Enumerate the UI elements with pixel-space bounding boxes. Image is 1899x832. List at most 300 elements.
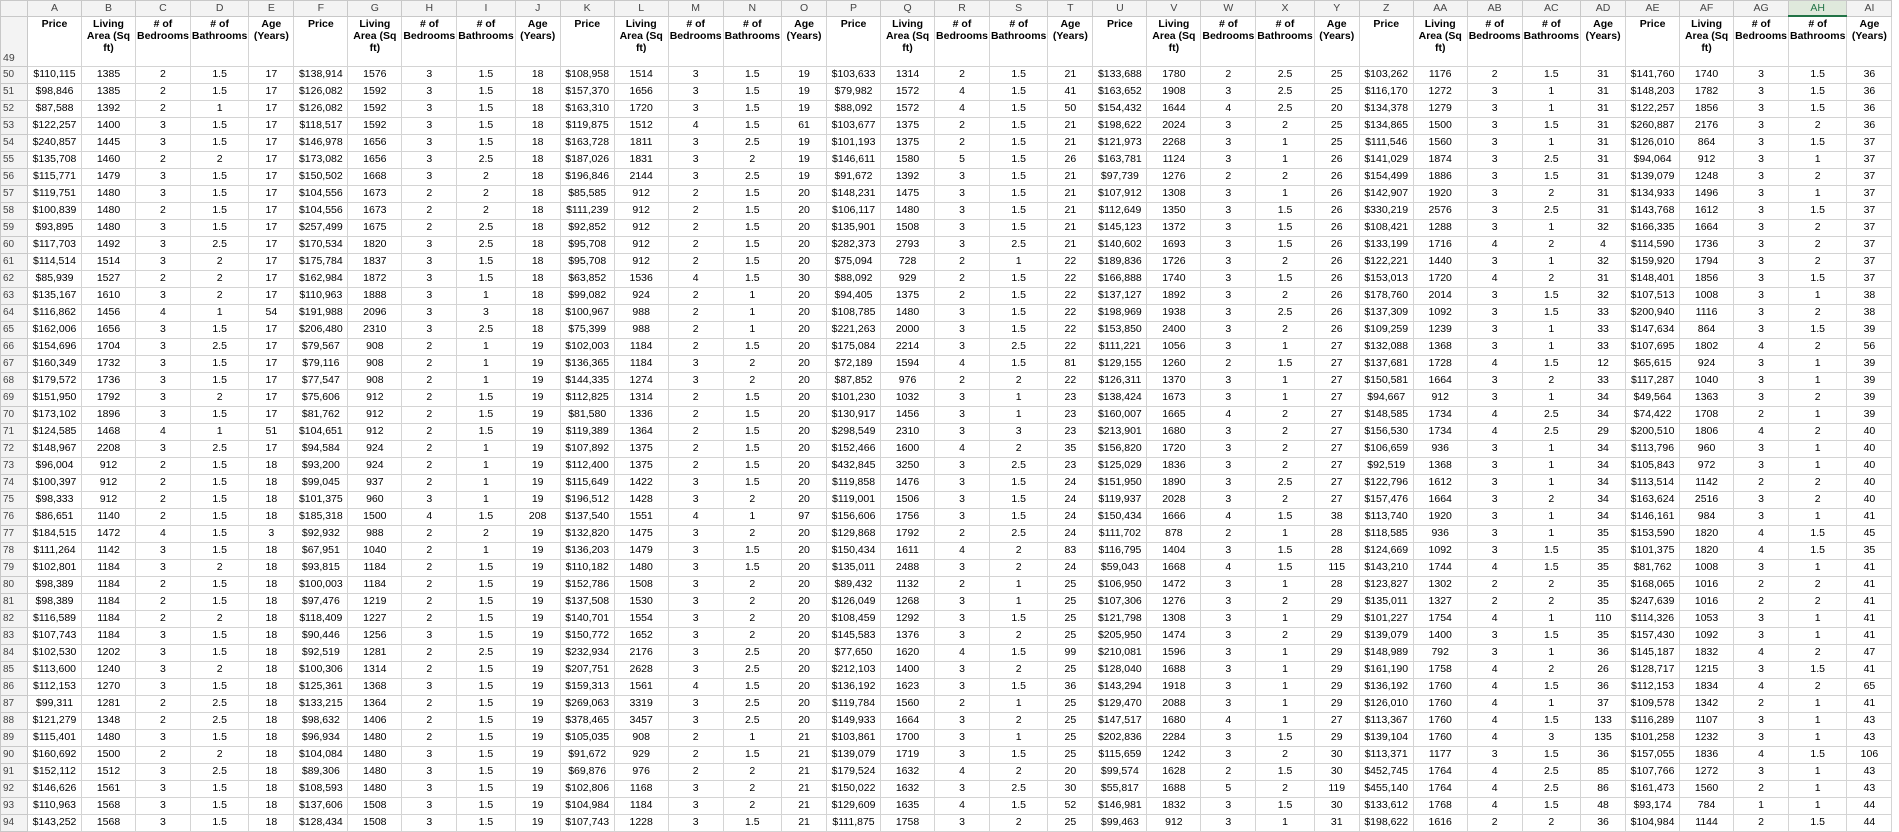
data-cell[interactable]: 3 (1201, 644, 1256, 661)
data-cell[interactable]: 1 (723, 321, 781, 338)
data-cell[interactable]: 31 (1314, 814, 1359, 831)
data-cell[interactable]: 35 (1581, 559, 1626, 576)
header-cell[interactable]: Price (560, 16, 614, 66)
data-cell[interactable]: $93,200 (294, 457, 348, 474)
data-cell[interactable]: 17 (249, 66, 294, 83)
data-cell[interactable]: 1831 (614, 151, 668, 168)
data-cell[interactable]: 1568 (82, 814, 136, 831)
data-cell[interactable]: 21 (1048, 185, 1093, 202)
data-cell[interactable]: 3 (668, 83, 723, 100)
data-cell[interactable]: 1.5 (1256, 729, 1314, 746)
data-cell[interactable]: 1.5 (989, 474, 1047, 491)
data-cell[interactable]: 1476 (881, 474, 935, 491)
data-cell[interactable]: 18 (515, 304, 560, 321)
data-cell[interactable]: $107,695 (1626, 338, 1680, 355)
data-cell[interactable]: 4 (668, 678, 723, 695)
data-cell[interactable]: 1.5 (190, 593, 248, 610)
data-cell[interactable]: 1680 (1147, 712, 1201, 729)
row-header[interactable]: 54 (1, 134, 28, 151)
data-cell[interactable]: 2 (1788, 389, 1846, 406)
data-cell[interactable]: 2 (1201, 66, 1256, 83)
row-header[interactable]: 51 (1, 83, 28, 100)
data-cell[interactable]: 1 (190, 100, 248, 117)
data-cell[interactable]: 2 (190, 270, 248, 287)
data-cell[interactable]: 1 (1788, 729, 1846, 746)
data-cell[interactable]: 25 (1048, 729, 1093, 746)
data-cell[interactable]: 1512 (82, 763, 136, 780)
data-cell[interactable]: 4 (1467, 729, 1522, 746)
data-cell[interactable]: $123,827 (1359, 576, 1413, 593)
data-cell[interactable]: $132,820 (560, 525, 614, 542)
data-cell[interactable]: $163,310 (560, 100, 614, 117)
data-cell[interactable]: 43 (1847, 712, 1892, 729)
data-cell[interactable]: 1308 (1147, 185, 1201, 202)
data-cell[interactable]: 1.5 (723, 270, 781, 287)
row-header[interactable]: 82 (1, 610, 28, 627)
data-cell[interactable]: 1592 (348, 83, 402, 100)
data-cell[interactable]: $129,609 (827, 797, 881, 814)
data-cell[interactable]: 31 (1581, 117, 1626, 134)
row-header[interactable]: 85 (1, 661, 28, 678)
data-cell[interactable]: 25 (1048, 814, 1093, 831)
data-cell[interactable]: 27 (1314, 389, 1359, 406)
data-cell[interactable]: 19 (782, 168, 827, 185)
data-cell[interactable]: 1764 (1413, 780, 1467, 797)
data-cell[interactable]: 3 (1201, 661, 1256, 678)
data-cell[interactable]: 1.5 (723, 219, 781, 236)
data-cell[interactable]: 25 (1314, 83, 1359, 100)
data-cell[interactable]: 1666 (1147, 508, 1201, 525)
data-cell[interactable]: 1758 (881, 814, 935, 831)
data-cell[interactable]: 1506 (881, 491, 935, 508)
data-cell[interactable]: 3 (402, 134, 457, 151)
data-cell[interactable]: 19 (515, 457, 560, 474)
data-cell[interactable]: 19 (782, 66, 827, 83)
data-cell[interactable]: 22 (1048, 270, 1093, 287)
data-cell[interactable]: 3 (136, 219, 191, 236)
data-cell[interactable]: 1673 (1147, 389, 1201, 406)
data-cell[interactable]: 17 (249, 253, 294, 270)
data-cell[interactable]: 22 (1048, 338, 1093, 355)
data-cell[interactable]: $147,517 (1093, 712, 1147, 729)
data-cell[interactable]: 25 (1048, 712, 1093, 729)
data-cell[interactable]: $89,306 (294, 763, 348, 780)
data-cell[interactable]: 3 (136, 627, 191, 644)
data-cell[interactable]: 2.5 (1522, 151, 1580, 168)
column-header-af[interactable]: AF (1680, 1, 1734, 17)
data-cell[interactable]: 2 (136, 746, 191, 763)
data-cell[interactable]: 1.5 (190, 185, 248, 202)
data-cell[interactable]: 1 (457, 372, 515, 389)
data-cell[interactable]: 3 (1201, 253, 1256, 270)
data-cell[interactable]: $126,311 (1093, 372, 1147, 389)
data-cell[interactable]: 37 (1847, 236, 1892, 253)
data-cell[interactable]: 45 (1847, 525, 1892, 542)
data-cell[interactable]: 18 (249, 763, 294, 780)
data-cell[interactable]: 908 (348, 372, 402, 389)
data-cell[interactable]: 18 (249, 678, 294, 695)
data-cell[interactable]: 3 (1201, 304, 1256, 321)
data-cell[interactable]: 18 (515, 202, 560, 219)
data-cell[interactable]: 40 (1847, 440, 1892, 457)
data-cell[interactable]: 3 (668, 644, 723, 661)
data-cell[interactable]: 19 (515, 814, 560, 831)
data-cell[interactable]: 1124 (1147, 151, 1201, 168)
data-cell[interactable]: $210,081 (1093, 644, 1147, 661)
data-cell[interactable]: 1612 (1680, 202, 1734, 219)
header-cell[interactable]: # of Bedrooms (136, 16, 191, 66)
data-cell[interactable]: $105,843 (1626, 457, 1680, 474)
data-cell[interactable]: 20 (782, 338, 827, 355)
data-cell[interactable]: 1 (1256, 814, 1314, 831)
header-cell[interactable]: # of Bathrooms (1256, 16, 1314, 66)
column-header-o[interactable]: O (782, 1, 827, 17)
data-cell[interactable]: 1406 (348, 712, 402, 729)
data-cell[interactable]: $96,934 (294, 729, 348, 746)
data-cell[interactable]: 3 (1734, 168, 1789, 185)
data-cell[interactable]: 61 (782, 117, 827, 134)
data-cell[interactable]: 39 (1847, 406, 1892, 423)
data-cell[interactable]: 1760 (1413, 729, 1467, 746)
data-cell[interactable]: $146,611 (827, 151, 881, 168)
data-cell[interactable]: 1056 (1147, 338, 1201, 355)
data-cell[interactable]: 18 (515, 253, 560, 270)
data-cell[interactable]: 3 (402, 797, 457, 814)
data-cell[interactable]: 2 (989, 814, 1047, 831)
row-header[interactable]: 49 (1, 16, 28, 66)
data-cell[interactable]: 1.5 (723, 185, 781, 202)
data-cell[interactable]: $107,766 (1626, 763, 1680, 780)
data-cell[interactable]: 31 (1581, 66, 1626, 83)
data-cell[interactable]: 2 (1788, 219, 1846, 236)
data-cell[interactable]: 3 (402, 678, 457, 695)
data-cell[interactable]: $137,127 (1093, 287, 1147, 304)
data-cell[interactable]: 27 (1314, 372, 1359, 389)
data-cell[interactable]: $110,115 (28, 66, 82, 83)
data-cell[interactable]: 4 (1467, 236, 1522, 253)
data-cell[interactable]: $156,820 (1093, 440, 1147, 457)
data-cell[interactable]: 1673 (348, 185, 402, 202)
data-cell[interactable]: $136,192 (1359, 678, 1413, 695)
data-cell[interactable]: 26 (1048, 151, 1093, 168)
data-cell[interactable]: 19 (782, 100, 827, 117)
data-cell[interactable]: 3 (668, 372, 723, 389)
data-cell[interactable]: 3 (1467, 185, 1522, 202)
data-cell[interactable]: 2.5 (1256, 474, 1314, 491)
data-cell[interactable]: 924 (1680, 355, 1734, 372)
data-cell[interactable]: 2 (1734, 814, 1789, 831)
data-cell[interactable]: 3457 (614, 712, 668, 729)
row-header[interactable]: 56 (1, 168, 28, 185)
data-cell[interactable]: 3 (668, 610, 723, 627)
data-cell[interactable]: 20 (782, 355, 827, 372)
data-cell[interactable]: 2 (136, 474, 191, 491)
data-cell[interactable]: 23 (1048, 406, 1093, 423)
data-cell[interactable]: 1 (1522, 644, 1580, 661)
data-cell[interactable]: 3 (1201, 491, 1256, 508)
data-cell[interactable]: 1302 (1413, 576, 1467, 593)
data-cell[interactable]: 2 (190, 559, 248, 576)
column-header-k[interactable]: K (560, 1, 614, 17)
data-cell[interactable]: 1780 (1147, 66, 1201, 83)
data-cell[interactable]: 1.5 (1522, 287, 1580, 304)
data-cell[interactable]: $178,760 (1359, 287, 1413, 304)
data-cell[interactable]: 1272 (1680, 763, 1734, 780)
data-cell[interactable]: 912 (614, 253, 668, 270)
data-cell[interactable]: 2 (457, 202, 515, 219)
data-cell[interactable]: 1596 (1147, 644, 1201, 661)
data-cell[interactable]: 19 (515, 559, 560, 576)
data-cell[interactable]: 1 (1522, 457, 1580, 474)
data-cell[interactable]: 2 (1256, 593, 1314, 610)
data-cell[interactable]: $99,463 (1093, 814, 1147, 831)
data-cell[interactable]: 1.5 (723, 389, 781, 406)
data-cell[interactable]: 3 (1734, 66, 1789, 83)
data-cell[interactable]: 4 (1734, 746, 1789, 763)
header-cell[interactable]: # of Bathrooms (190, 16, 248, 66)
row-header[interactable]: 81 (1, 593, 28, 610)
data-cell[interactable]: 3250 (881, 457, 935, 474)
data-cell[interactable]: 1.5 (1522, 542, 1580, 559)
data-cell[interactable]: 3 (1467, 525, 1522, 542)
data-cell[interactable]: $103,262 (1359, 66, 1413, 83)
data-cell[interactable]: 18 (249, 576, 294, 593)
data-cell[interactable]: 3 (935, 814, 990, 831)
data-cell[interactable]: 1500 (348, 508, 402, 525)
data-cell[interactable]: 1092 (1413, 304, 1467, 321)
data-cell[interactable]: $156,530 (1359, 423, 1413, 440)
data-cell[interactable]: $104,084 (294, 746, 348, 763)
data-cell[interactable]: 1760 (1413, 712, 1467, 729)
data-cell[interactable]: 2 (723, 525, 781, 542)
data-cell[interactable]: $198,622 (1359, 814, 1413, 831)
data-cell[interactable]: 31 (1581, 100, 1626, 117)
data-cell[interactable]: $112,153 (1626, 678, 1680, 695)
data-cell[interactable]: 3 (668, 100, 723, 117)
data-cell[interactable]: 2 (190, 610, 248, 627)
data-cell[interactable]: 4 (1734, 644, 1789, 661)
header-cell[interactable]: Price (1626, 16, 1680, 66)
data-cell[interactable]: 1400 (881, 661, 935, 678)
data-cell[interactable]: $146,981 (1093, 797, 1147, 814)
data-cell[interactable]: 1592 (348, 117, 402, 134)
data-cell[interactable]: 2 (136, 576, 191, 593)
data-cell[interactable]: 1 (1522, 219, 1580, 236)
data-cell[interactable]: 1.5 (1522, 627, 1580, 644)
data-cell[interactable]: $98,333 (28, 491, 82, 508)
data-cell[interactable]: $240,857 (28, 134, 82, 151)
data-cell[interactable]: 39 (1847, 389, 1892, 406)
data-cell[interactable]: 1 (1788, 780, 1846, 797)
data-cell[interactable]: 1668 (1147, 559, 1201, 576)
data-cell[interactable]: 1508 (348, 797, 402, 814)
data-cell[interactable]: 3 (668, 355, 723, 372)
data-cell[interactable]: 2 (402, 525, 457, 542)
data-cell[interactable]: 3 (935, 304, 990, 321)
column-header-ai[interactable]: AI (1847, 1, 1892, 17)
data-cell[interactable]: $163,652 (1093, 83, 1147, 100)
data-cell[interactable]: 2 (935, 525, 990, 542)
data-cell[interactable]: 31 (1581, 168, 1626, 185)
data-cell[interactable]: 1794 (1680, 253, 1734, 270)
data-cell[interactable]: 2 (723, 627, 781, 644)
data-cell[interactable]: 4 (668, 508, 723, 525)
data-cell[interactable]: $173,082 (294, 151, 348, 168)
data-cell[interactable]: 3 (136, 168, 191, 185)
data-cell[interactable]: 2 (1788, 678, 1846, 695)
data-cell[interactable]: 1375 (614, 457, 668, 474)
data-cell[interactable]: 3 (1734, 253, 1789, 270)
data-cell[interactable]: 864 (1680, 321, 1734, 338)
data-cell[interactable]: $282,373 (827, 236, 881, 253)
data-cell[interactable]: $143,768 (1626, 202, 1680, 219)
data-cell[interactable]: 1720 (1413, 270, 1467, 287)
data-cell[interactable]: 36 (1581, 644, 1626, 661)
data-cell[interactable]: 1.5 (1788, 202, 1846, 219)
data-cell[interactable]: 3 (935, 219, 990, 236)
data-cell[interactable]: 1530 (614, 593, 668, 610)
data-cell[interactable]: 1.5 (190, 729, 248, 746)
header-cell[interactable]: # of Bedrooms (1467, 16, 1522, 66)
data-cell[interactable]: 2 (402, 185, 457, 202)
header-cell[interactable]: Age (Years) (1581, 16, 1626, 66)
column-header-l[interactable]: L (614, 1, 668, 17)
data-cell[interactable]: 4 (1581, 236, 1626, 253)
data-cell[interactable]: 20 (782, 253, 827, 270)
data-cell[interactable]: 1736 (1680, 236, 1734, 253)
data-cell[interactable]: 1 (989, 593, 1047, 610)
data-cell[interactable]: 2 (935, 695, 990, 712)
data-cell[interactable]: 2 (136, 508, 191, 525)
data-cell[interactable]: 19 (515, 627, 560, 644)
data-cell[interactable]: 4 (935, 797, 990, 814)
data-cell[interactable]: 3 (1734, 712, 1789, 729)
data-cell[interactable]: 4 (1467, 423, 1522, 440)
data-cell[interactable]: 1.5 (190, 474, 248, 491)
data-cell[interactable]: 1445 (82, 134, 136, 151)
data-cell[interactable]: $154,499 (1359, 168, 1413, 185)
data-cell[interactable]: 2 (668, 304, 723, 321)
data-cell[interactable]: 1008 (1680, 287, 1734, 304)
data-cell[interactable]: 2 (668, 406, 723, 423)
data-cell[interactable]: 1.5 (989, 355, 1047, 372)
data-cell[interactable]: 912 (1413, 389, 1467, 406)
data-cell[interactable]: 36 (1581, 746, 1626, 763)
data-cell[interactable]: 20 (782, 678, 827, 695)
data-cell[interactable]: 2 (1467, 576, 1522, 593)
data-cell[interactable]: 1.5 (989, 491, 1047, 508)
data-cell[interactable]: 908 (614, 729, 668, 746)
data-cell[interactable]: $63,852 (560, 270, 614, 287)
data-cell[interactable]: 1184 (348, 559, 402, 576)
data-cell[interactable]: 29 (1314, 695, 1359, 712)
data-cell[interactable]: 1 (190, 423, 248, 440)
data-cell[interactable]: 20 (1314, 100, 1359, 117)
data-cell[interactable]: 1.5 (989, 746, 1047, 763)
data-cell[interactable]: 18 (249, 610, 294, 627)
data-cell[interactable]: 41 (1847, 593, 1892, 610)
row-header[interactable]: 64 (1, 304, 28, 321)
data-cell[interactable]: 115 (1314, 559, 1359, 576)
data-cell[interactable]: 33 (1581, 372, 1626, 389)
data-cell[interactable]: 20 (782, 559, 827, 576)
data-cell[interactable]: 36 (1048, 678, 1093, 695)
data-cell[interactable]: 20 (782, 491, 827, 508)
data-cell[interactable]: 3 (1734, 389, 1789, 406)
data-cell[interactable]: 3 (136, 253, 191, 270)
data-cell[interactable]: 2.5 (989, 338, 1047, 355)
data-cell[interactable]: 1600 (881, 440, 935, 457)
data-cell[interactable]: 19 (515, 491, 560, 508)
data-cell[interactable]: 26 (1314, 287, 1359, 304)
data-cell[interactable]: 1.5 (1788, 134, 1846, 151)
data-cell[interactable]: 17 (249, 338, 294, 355)
data-cell[interactable]: 40 (1847, 457, 1892, 474)
data-cell[interactable]: 2 (1734, 474, 1789, 491)
data-cell[interactable]: 2 (989, 763, 1047, 780)
data-cell[interactable]: 36 (1847, 100, 1892, 117)
data-cell[interactable]: 25 (1314, 134, 1359, 151)
data-cell[interactable]: $93,815 (294, 559, 348, 576)
data-cell[interactable]: $109,259 (1359, 321, 1413, 338)
data-cell[interactable]: 22 (1048, 253, 1093, 270)
data-cell[interactable]: 3 (668, 559, 723, 576)
data-cell[interactable]: 17 (249, 100, 294, 117)
data-cell[interactable]: 3 (136, 287, 191, 304)
data-cell[interactable]: 3 (136, 559, 191, 576)
data-cell[interactable]: 2 (190, 151, 248, 168)
data-cell[interactable]: 1.5 (989, 610, 1047, 627)
data-cell[interactable]: $378,465 (560, 712, 614, 729)
data-cell[interactable]: $91,672 (827, 168, 881, 185)
data-cell[interactable]: $74,422 (1626, 406, 1680, 423)
data-cell[interactable]: 1832 (1680, 644, 1734, 661)
row-header[interactable]: 78 (1, 542, 28, 559)
data-cell[interactable]: 31 (1581, 202, 1626, 219)
data-cell[interactable]: 1612 (1413, 474, 1467, 491)
data-cell[interactable]: 3 (136, 117, 191, 134)
data-cell[interactable]: $107,513 (1626, 287, 1680, 304)
data-cell[interactable]: 1.5 (190, 83, 248, 100)
data-cell[interactable]: 3 (1201, 542, 1256, 559)
data-cell[interactable]: 52 (1048, 797, 1093, 814)
data-cell[interactable]: 1480 (348, 780, 402, 797)
data-cell[interactable]: 2 (1734, 695, 1789, 712)
data-cell[interactable]: 1276 (1147, 168, 1201, 185)
data-cell[interactable]: 18 (249, 559, 294, 576)
data-cell[interactable]: 1740 (1680, 66, 1734, 83)
data-cell[interactable]: 1635 (881, 797, 935, 814)
data-cell[interactable]: $96,004 (28, 457, 82, 474)
data-cell[interactable]: 19 (515, 746, 560, 763)
data-cell[interactable]: 1480 (614, 559, 668, 576)
data-cell[interactable]: 1 (1522, 440, 1580, 457)
data-cell[interactable]: 2 (1256, 627, 1314, 644)
data-cell[interactable]: 1.5 (989, 287, 1047, 304)
data-cell[interactable]: 3 (668, 814, 723, 831)
row-header[interactable]: 57 (1, 185, 28, 202)
data-cell[interactable]: 1.5 (989, 117, 1047, 134)
data-cell[interactable]: 3 (1467, 321, 1522, 338)
data-cell[interactable]: 36 (1581, 814, 1626, 831)
data-cell[interactable]: 1.5 (989, 304, 1047, 321)
data-cell[interactable]: $113,796 (1626, 440, 1680, 457)
data-cell[interactable]: 18 (249, 593, 294, 610)
data-cell[interactable]: 1.5 (1522, 712, 1580, 729)
data-cell[interactable]: 3 (1734, 440, 1789, 457)
data-cell[interactable]: 3 (668, 576, 723, 593)
data-cell[interactable]: $139,104 (1359, 729, 1413, 746)
